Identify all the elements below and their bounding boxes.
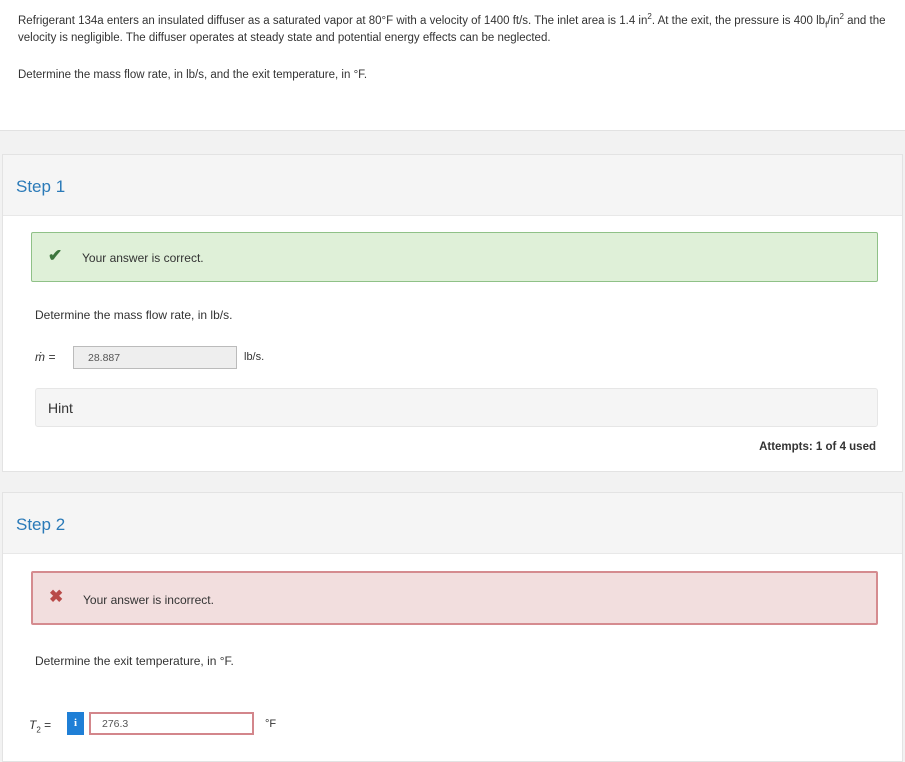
mass-flow-input[interactable]: 28.887 bbox=[73, 346, 237, 369]
hint-label: Hint bbox=[48, 400, 73, 416]
check-icon: ✔ bbox=[48, 246, 63, 265]
exit-temp-input[interactable]: 276.3 bbox=[89, 712, 254, 735]
step-2-card bbox=[2, 492, 903, 762]
x-icon: ✖ bbox=[49, 587, 64, 606]
info-icon[interactable]: i bbox=[67, 712, 84, 735]
step-2-prompt: Determine the exit temperature, in °F. bbox=[35, 654, 234, 668]
problem-question: Determine the mass flow rate, in lb/s, and the exit temperature, in °F. bbox=[18, 69, 368, 81]
step-2-header bbox=[3, 493, 902, 554]
step-1-header bbox=[3, 155, 902, 216]
error-message: Your answer is incorrect. bbox=[83, 593, 214, 607]
hint-button[interactable] bbox=[35, 388, 878, 427]
exit-temp-unit: °F bbox=[265, 718, 277, 730]
step-1-prompt: Determine the mass flow rate, in lb/s. bbox=[35, 308, 233, 322]
step-1-title: Step 1 bbox=[16, 177, 66, 196]
mass-flow-label: ṁ = bbox=[35, 350, 56, 364]
step-2-title: Step 2 bbox=[16, 515, 66, 534]
problem-text: Refrigerant 134a enters an insulated diffuser as a saturated vapor at 80°F with a velocity of 1400 ft/s. The inlet area is 1.4 $in^2$. At the exit, the pressure is 400 $lb_f/in^2$ and the velocity is negligible. The diffuser operates at steady state and potential energy effects can be neglected. bbox=[18, 12, 886, 44]
attempts-counter: Attempts: 1 of 4 used bbox=[759, 441, 876, 453]
mass-flow-unit: lb/s. bbox=[244, 351, 265, 363]
problem-statement bbox=[0, 0, 905, 131]
exit-temp-label: $T_2$ = bbox=[29, 718, 52, 735]
step-1-card bbox=[2, 154, 903, 472]
success-alert bbox=[31, 232, 878, 282]
success-message: Your answer is correct. bbox=[82, 251, 204, 265]
error-alert bbox=[31, 571, 878, 625]
